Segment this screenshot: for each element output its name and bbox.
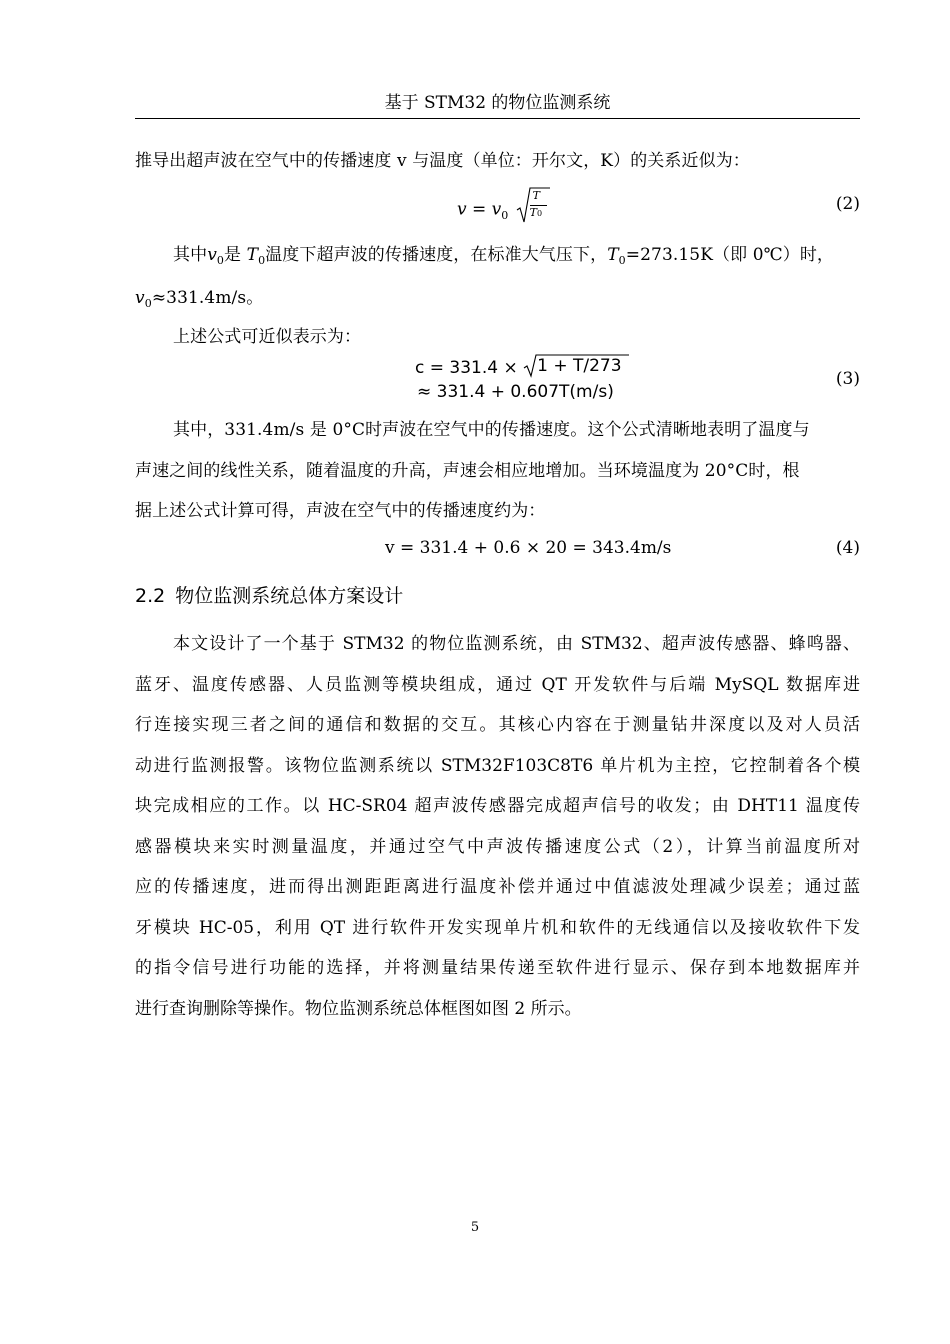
body-line: 应的传播速度，进而得出测距距离进行温度补偿并通过中值滤波处理减少误差；通过蓝 [135, 877, 860, 897]
equation-4 [135, 538, 860, 562]
paragraph-eq3-line2: 声速之间的线性关系，随着温度的升高，声速会相应地增加。当环境温度为 20°C时，根 [135, 461, 800, 481]
var-sub: 0 [144, 297, 152, 310]
equation-2-number: (2) [835, 194, 860, 214]
page-number: 5 [470, 1220, 480, 1235]
text-segment: =273.15K（即 0℃）时， [625, 245, 835, 265]
body-line: 动进行监测报警。该物位监测系统以 STM32F103C8T6 单片机为主控，它控制着各个模 [135, 755, 860, 776]
text-segment: 是 [224, 245, 247, 265]
var-sub: 0 [258, 254, 266, 267]
section-heading [135, 582, 403, 610]
equation-3-radicand: 1 + T/273 [537, 356, 622, 376]
section-number: 2.2 [135, 585, 166, 607]
intro-paragraph: 推导出超声波在空气中的传播速度 v 与温度（单位：开尔文，K）的关系近似为： [135, 151, 750, 171]
text-segment: ≈331.4m/s。 [151, 288, 264, 308]
equation-3-number: (3) [835, 369, 860, 389]
body-paragraph [135, 624, 860, 1029]
body-line: 感器模块来实时测量温度，并通过空气中声波传播速度公式（2），计算当前温度所对 [135, 836, 860, 857]
var-sub: 0 [618, 254, 626, 267]
body-line: 进行查询删除等操作。物位监测系统总体框图如图 2 所示。 [135, 998, 582, 1019]
paragraph-eq3-line3: 据上述公式计算可得，声波在空气中的传播速度约为： [135, 501, 546, 521]
body-line: 行连接实现三者之间的通信和数据的交互。其核心内容在于测量钻井深度以及对人员活 [135, 715, 860, 735]
running-header: 基于 STM32 的物位监测系统 [384, 93, 611, 113]
equation-3-line2: ≈ 331.4 + 0.607T(m/s) [417, 382, 614, 402]
var-T: T [607, 245, 619, 265]
equation-2-sqrt [516, 186, 550, 226]
equation-2-lhs: v = v [457, 199, 502, 220]
equation-2-den-var: T [529, 206, 538, 219]
equation-4-number: (4) [835, 538, 860, 558]
body-line: 本文设计了一个基于 STM32 的物位监测系统，由 STM32、超声波传感器、蜂鸣器、 [173, 634, 860, 654]
var-T: T [246, 245, 259, 265]
text-segment: 其中 [173, 245, 208, 265]
text-segment: 温度下超声波的传播速度，在标准大气压下， [265, 245, 608, 265]
header-rule [135, 118, 860, 119]
equation-2-den-sub: 0 [537, 209, 543, 218]
equation-3-line1 [415, 356, 629, 380]
equation-2-sub: 0 [501, 208, 509, 222]
body-line: 蓝牙、温度传感器、人员监测等模块组成，通过 QT 开发软件与后端 MySQL 数据库进 [135, 674, 860, 695]
paragraph-eq3-line1: 其中，331.4m/s 是 0°C时声波在空气中的传播速度。这个公式清晰地表明了温度与 [173, 420, 810, 440]
body-line: 牙模块 HC-05，利用 QT 进行软件开发实现单片机和软件的无线通信以及接收软件下发 [135, 917, 860, 938]
equation-3 [135, 352, 860, 408]
body-line: 的指令信号进行功能的选择，并将测量结果传递至软件进行显示、保存到本地数据库并 [135, 958, 860, 978]
equation-2 [135, 184, 860, 228]
equation-2-numerator: T [532, 189, 541, 202]
equation-4-body: v = 331.4 + 0.6 × 20 = 343.4m/s [385, 538, 672, 558]
equation-2-body [457, 190, 550, 230]
equation-3-lhs: c = 331.4 × [415, 358, 518, 378]
var-v: v [135, 288, 145, 308]
paragraph-v0-definition-line2 [135, 283, 860, 308]
var-v: v [207, 245, 217, 265]
body-line: 块完成相应的工作。以 HC-SR04 超声波传感器完成超声信号的收发；由 DHT11 温度传 [135, 796, 860, 816]
equation-2-denominator [530, 206, 542, 219]
section-title: 物位监测系统总体方案设计 [175, 585, 404, 607]
equation-3-sqrt [523, 354, 629, 378]
var-sub: 0 [216, 254, 225, 267]
paragraph-formula-intro: 上述公式可近似表示为： [173, 327, 362, 347]
paragraph-v0-definition-line1 [135, 240, 860, 265]
